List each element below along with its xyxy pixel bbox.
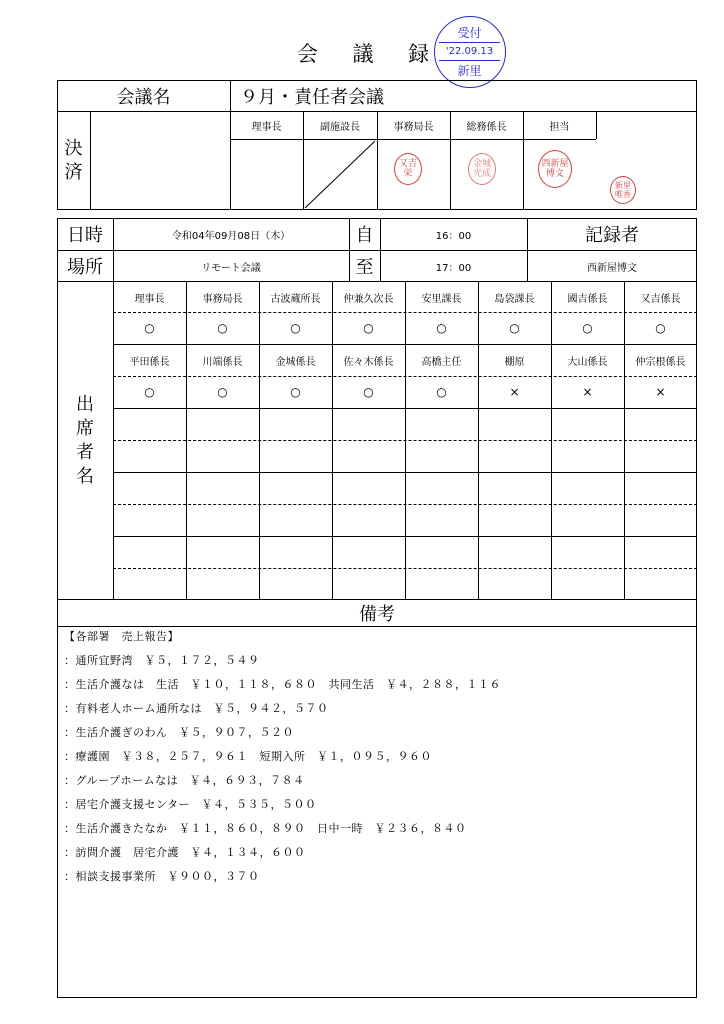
remark-line: ：療護園 ￥３８，２５７，９６１ 短期入所 ￥１，０９５，９６０: [64, 750, 432, 763]
attendee-name: 佐々木係長: [343, 356, 394, 368]
remark-line: ：訪問介護 居宅介護 ￥４，１３４，６００: [64, 846, 306, 859]
approval-col-general-affairs: 総務係長: [466, 121, 507, 133]
seal-secretary-general: 又吉 栄: [394, 153, 422, 185]
remark-line: ：生活介護ぎのわん ￥５，９０７，５２０: [64, 726, 294, 739]
attendee-name: 古波蔵所長: [270, 293, 321, 305]
approval-label: 決 済: [64, 137, 83, 183]
datetime-value: 令和04年09月08日（木）: [171, 230, 291, 242]
remark-line: ：グループホームなは ￥４，６９３，７８４: [64, 774, 305, 787]
attendance-mark: ○: [363, 385, 374, 399]
attendance-mark: ○: [363, 321, 374, 335]
remarks-heading: 【各部署 売上報告】: [64, 630, 179, 643]
attendee-name: 安里課長: [421, 293, 462, 305]
attendee-name: 平田係長: [129, 356, 170, 368]
to-time: 17：00: [435, 262, 472, 274]
to-label: 至: [355, 257, 374, 278]
from-label: 自: [355, 225, 374, 246]
approval-col-vice-director: 副施設長: [320, 121, 360, 133]
attendee-name: 棚原: [504, 356, 525, 368]
place-value: リモート会議: [201, 262, 261, 274]
place-label: 場所: [67, 257, 103, 278]
attendance-mark: ○: [582, 321, 593, 335]
attendance-mark: ○: [509, 321, 520, 335]
attendance-mark: ○: [217, 385, 228, 399]
attendees-label: 出 席 者 名: [76, 394, 94, 487]
attendance-mark: ○: [217, 321, 228, 335]
approval-col-chairman: 理事長: [251, 121, 282, 133]
attendee-name: 仲兼久次長: [343, 293, 394, 305]
attendee-name: 川端係長: [202, 356, 243, 368]
attendee-name: 事務局長: [202, 293, 243, 305]
document-title: 会 議 録: [296, 42, 444, 66]
attendance-mark: ○: [290, 321, 301, 335]
received-stamp: [434, 16, 506, 88]
seal-staff: 西新屋 博文: [538, 150, 572, 188]
remark-line: ：生活介護きたなか ￥１１，８６０，８９０ 日中一時 ￥２３６，８４０: [64, 822, 467, 835]
attendee-name: 理事長: [134, 293, 165, 305]
remark-line: ：通所宜野湾 ￥５，１７２，５４９: [64, 654, 260, 667]
attendee-name: 金城係長: [275, 356, 316, 368]
received-stamp-date: '22.09.13: [445, 45, 494, 57]
attendance-mark: ×: [582, 385, 593, 399]
attendee-name: 國吉係長: [567, 293, 608, 305]
attendee-name: 仲宗根係長: [635, 356, 686, 368]
seal-general-affairs: 金城 光成: [468, 153, 496, 185]
attendance-mark: ○: [436, 321, 447, 335]
recorder-name: 西新屋博文: [587, 262, 637, 274]
remark-line: ：居宅介護支援センター ￥４，５３５，５００: [64, 798, 317, 811]
approval-col-staff: 担当: [549, 121, 570, 133]
approval-col-secretary-general: 事務局長: [393, 121, 434, 133]
recorder-label: 記録者: [585, 225, 639, 246]
approval-slash: [303, 139, 377, 210]
seal-received: 新里 唯香: [610, 176, 636, 204]
remark-line: ：相談支援事業所 ￥９００，３７０: [64, 870, 260, 883]
remark-line: ：有料老人ホーム通所なは ￥５，９４２，５７０: [64, 702, 329, 715]
attendance-mark: ×: [655, 385, 666, 399]
attendee-name: 島袋課長: [494, 293, 535, 305]
attendance-mark: ○: [144, 385, 155, 399]
remark-line: ：生活介護なは 生活 ￥１０，１１８，６８０ 共同生活 ￥４，２８８，１１６: [64, 678, 501, 691]
attendee-name: 高橋主任: [421, 356, 462, 368]
attendance-mark: ×: [509, 385, 520, 399]
attendance-mark: ○: [436, 385, 447, 399]
attendance-mark: ○: [144, 321, 155, 335]
received-stamp-top: 受付: [457, 25, 482, 40]
attendance-mark: ○: [290, 385, 301, 399]
meeting-name-value: ９月・責任者会議: [240, 86, 384, 108]
attendee-name: 大山係長: [567, 356, 608, 368]
remarks-label: 備考: [359, 604, 395, 625]
attendee-name: 又吉係長: [640, 293, 681, 305]
meeting-name-label: 会議名: [116, 86, 171, 108]
from-time: 16：00: [435, 230, 472, 242]
datetime-label: 日時: [67, 225, 103, 246]
attendance-mark: ○: [655, 321, 666, 335]
received-stamp-bottom: 新里: [457, 63, 482, 78]
